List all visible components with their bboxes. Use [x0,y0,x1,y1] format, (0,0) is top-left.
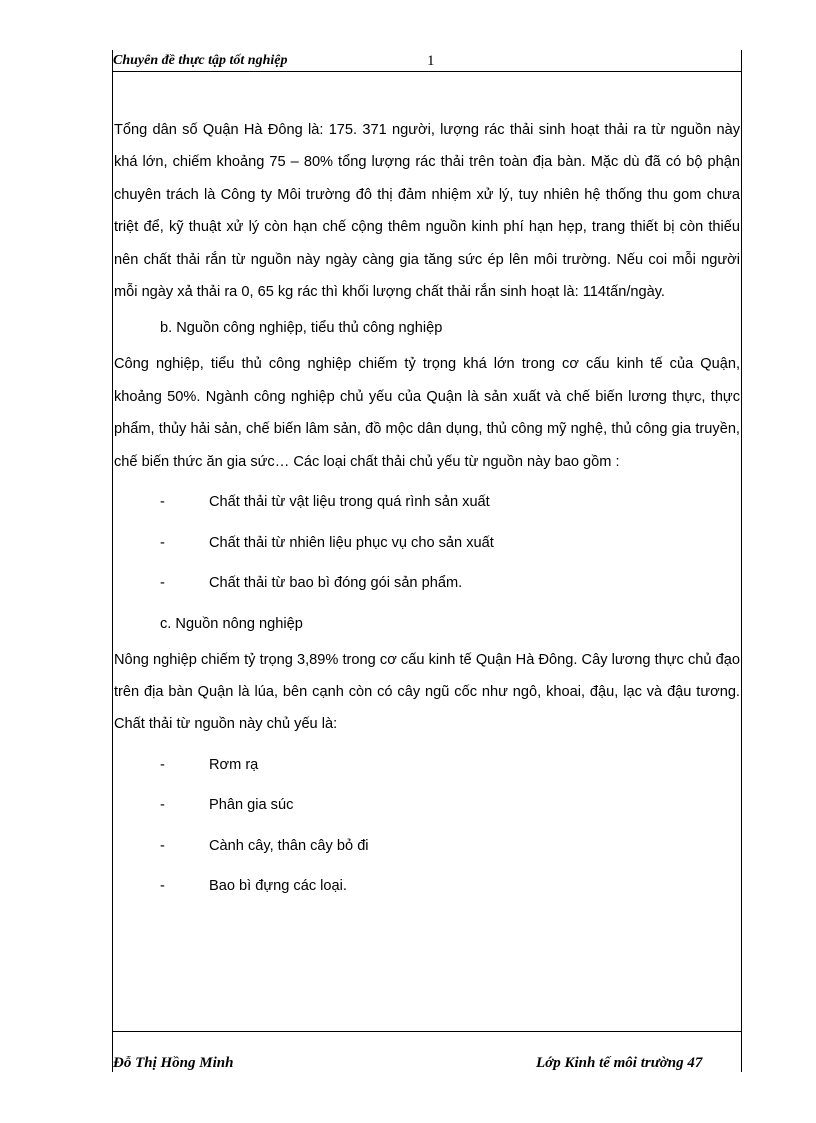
list-item [114,866,740,907]
list-item-text: Phân gia súc [209,797,294,814]
paragraph-industrial-waste: Công nghiệp, tiểu thủ công nghiệp chiếm tỷ trọng khá lớn trong cơ cấu kinh tế của Quận, khoảng 50%. Ngành công nghiệp chủ yếu của Quận là sản xuất và chế biến lương thực, thực phẩm, thủy hải sản, chế biến lâm sản, đồ mộc dân dụng, thủ công mỹ nghệ, thủ công gia truyền, chế biến thức ăn gia sức… Các loại chất thải chủ yếu từ nguồn này bao gồm : [114,356,740,470]
page-number: 1 [427,53,435,69]
list-agricultural-waste [114,745,740,907]
list-item [114,785,740,826]
header-rule [112,71,742,72]
paragraph-domestic-waste: Tổng dân số Quận Hà Đông là: 175. 371 người, lượng rác thải sinh hoạt thải ra từ nguồn này khá lớn, chiếm khoảng 75 – 80% tổng lượng rác thải trên toàn địa bàn. Mặc dù đã có bộ phận chuyên trách là Công ty Môi trường đô thị đảm nhiệm xử lý, tuy nhiên hệ thống thu gom chưa triệt để, kỹ thuật xử lý còn hạn chế cộng thêm nguồn kinh phí hạn hẹp, trang thiết bị còn thiếu nên chất thải rắn từ nguồn này ngày càng gia tăng sức ép lên môi trường. Nếu coi mỗi người mỗi ngày xả thải ra 0, 65 kg rác thì khối lượng chất thải rắn sinh hoạt là: 114tấn/ngày. [114,122,740,301]
list-item-text: Rơm rạ [209,756,259,773]
page-border-left [112,50,113,1072]
list-item [114,482,740,523]
list-item [114,745,740,786]
list-item-text: Chất thải từ bao bì đóng gói sản phẩm. [209,575,463,592]
paragraph-agricultural-waste: Nông nghiệp chiếm tỷ trọng 3,89% trong cơ cấu kinh tế Quận Hà Đông. Cây lương thực chủ đạo trên địa bàn Quận là lúa, bên cạnh còn có cây ngũ cốc như ngô, khoai, đậu, lạc và đậu tương. Chất thải từ nguồn này chủ yếu là: [114,651,740,733]
list-dash: - [160,575,165,592]
heading-agricultural-source: c. Nguồn nông nghiệp [160,615,303,632]
list-item [114,523,740,564]
list-dash: - [160,494,165,511]
list-item-text: Cành cây, thân cây bỏ đi [209,837,369,854]
list-dash: - [160,837,165,854]
list-industrial-waste [114,482,740,604]
list-dash: - [160,534,165,551]
list-item-text: Bao bì đựng các loại. [209,878,347,895]
heading-industrial-source: b. Nguồn công nghiệp, tiểu thủ công nghiệp [160,320,443,337]
list-item-text: Chất thải từ vật liệu trong quá rình sản xuất [209,494,490,511]
list-dash: - [160,797,165,814]
footer-author: Đỗ Thị Hồng Minh [113,1055,234,1071]
page-border-right [741,50,742,1072]
list-item [114,563,740,604]
footer-class: Lớp Kinh tế môi trường 47 [536,1055,703,1071]
header-title: Chuyên đề thực tập tốt nghiệp [113,53,288,68]
list-item [114,826,740,867]
list-dash: - [160,878,165,895]
list-dash: - [160,756,165,773]
list-item-text: Chất thải từ nhiên liệu phục vụ cho sản xuất [209,534,494,551]
footer-rule [112,1031,742,1032]
body-content [114,114,740,907]
